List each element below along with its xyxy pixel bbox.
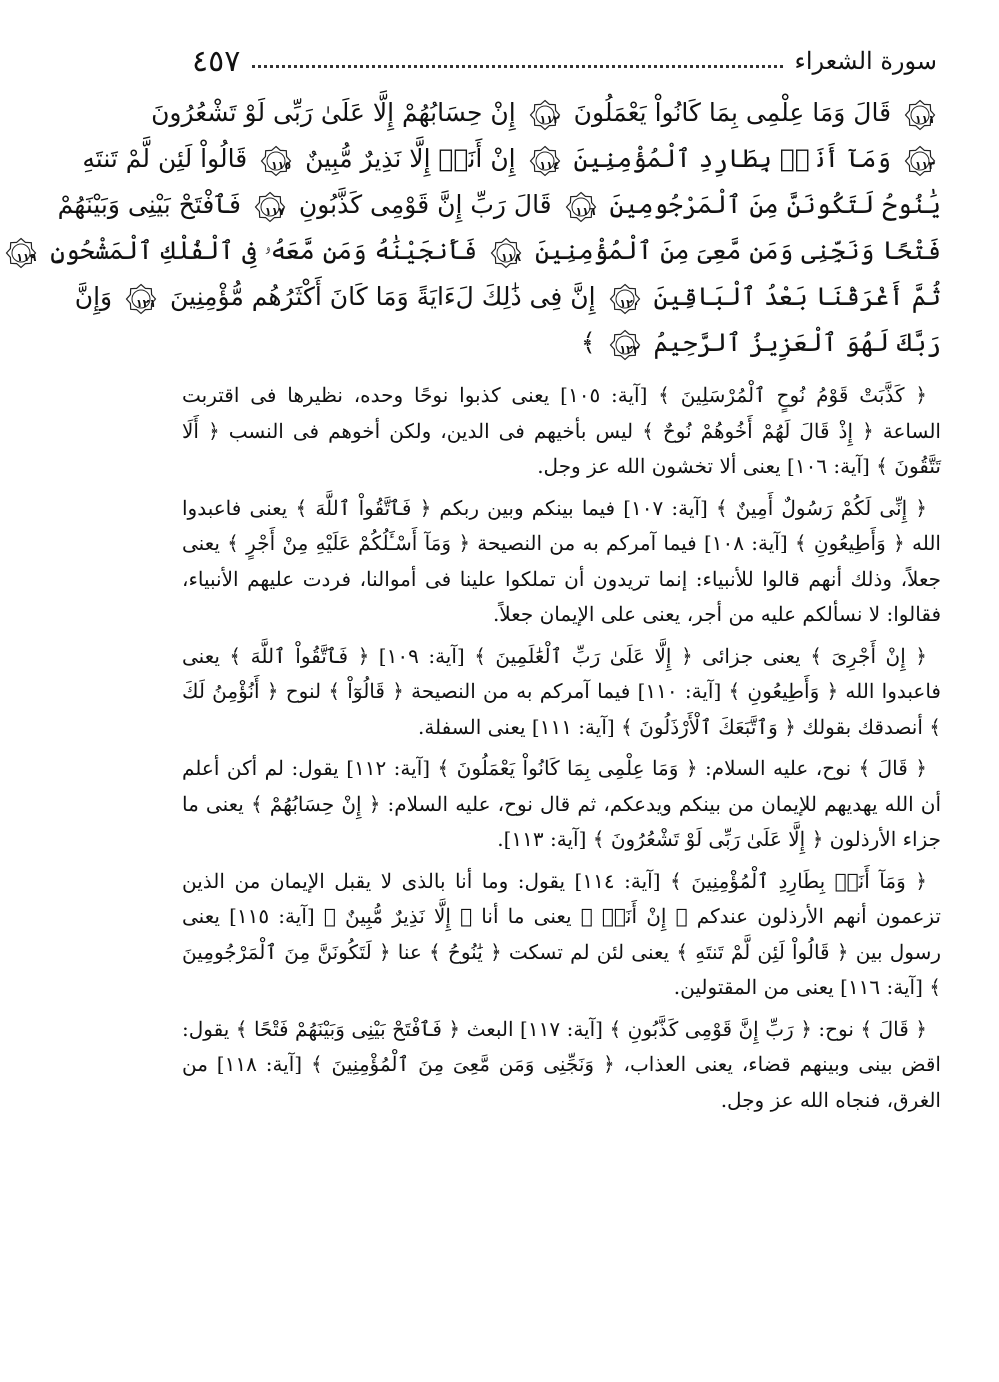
commentary-paragraph: ﴿ إِنْ أَجْرِىَ ﴾ يعنى جزائى ﴿ إِلَّا عَلَىٰ رَبِّ ٱلْعَٰلَمِينَ ﴾ [آية: ١٠٩] ﴿ فَٱتَّقُواْ ٱللَّهَ ﴾ يعنى فاعبدوا الله ﴿ وَأَطِيعُونِ ﴾ [آية: ١١٠] فيما آمركم به من النصيحة ﴿ قَالُوٓاْ ﴾ لنوح ﴿ أَنُؤْمِنُ لَكَ ﴾ أنصدقك بقولك ﴿ وَٱتَّبَعَكَ ٱلْأَرْذَلُونَ ﴾ [آية: ١١١] يعنى السفلة. bbox=[182, 643, 941, 739]
commentary-paragraph: ﴿ كَذَّبَتْ قَوْمُ نُوحٍ ٱلْمُرْسَلِينَ ﴾ [آية: ١٠٥] يعنى كذبوا نوحًا وحده، نظيرها فى اقتربت الساعة ﴿ إِذْ قَالَ لَهُمْ أَخُوهُمْ نُوحٌ ﴾ ليس بأخيهم فى الدين، ولكن أخوهم فى النسب ﴿ أَلَا تَتَّقُونَ ﴾ [آية: ١٠٦] يعنى ألا تخشون الله عز وجل. bbox=[182, 383, 941, 478]
commentary-block bbox=[182, 378, 941, 1124]
verse-number: ١١٨ bbox=[500, 250, 522, 264]
verse-number-marker bbox=[905, 100, 935, 130]
quran-verse-text: فَٱفْتَحْ بَيْنِى وَبَيْنَهُمْ bbox=[57, 190, 249, 219]
page bbox=[16, 0, 999, 1382]
quran-line bbox=[16, 228, 941, 274]
commentary-paragraph: ﴿ وَمَآ أَنَا۠ بِطَارِدِ ٱلْمُؤْمِنِينَ ﴾ [آية: ١١٤] يقول: وما أنا بالذى لا يقبل الإيمان من الذين تزعمون أنهم الأرذلون عندكم ﴿ إِنْ أَنَا۠ ﴾ يعنى ما أنا ﴿ إِلَّا نَذِيرٌ مُّبِينٌ ﴾ [آية: ١١٥] يعنى رسول بين ﴿ قَالُواْ لَئِن لَّمْ تَنتَهِ ﴾ يعنى لئن لم تسكت ﴿ يَٰنُوحُ ﴾ عنا ﴿ لَتَكُونَنَّ مِنَ ٱلْمَرْجُومِينَ ﴾ [آية: ١١٦] يعنى من المقتولين. bbox=[182, 868, 941, 999]
verse-number: ١١٩ bbox=[16, 250, 37, 264]
verse-number-marker bbox=[530, 146, 560, 176]
quran-verse-text: قَالَ وَمَا عِلْمِى بِمَا كَانُواْ يَعْمَلُونَ bbox=[565, 98, 899, 127]
quran-verse-text: إِنْ أَنَا۠ إِلَّا نَذِيرٌ مُّبِينٌ bbox=[297, 144, 524, 173]
quran-verse-text: وَمَآ أَنَا۠ بِطَارِدِ ٱلْمُؤْمِنِينَ bbox=[565, 144, 899, 173]
surah-title: سورة الشعراء bbox=[794, 47, 937, 75]
page-number: ٤٥٧ bbox=[192, 43, 241, 79]
quran-verse-text: فَأَنجَيْنَٰهُ وَمَن مَّعَهُۥ فِى ٱلْفُلْكِ ٱلْمَشْحُونِ bbox=[42, 236, 486, 265]
verse-number-marker bbox=[126, 284, 156, 314]
page-header bbox=[192, 38, 937, 84]
verse-number: ١١٥ bbox=[270, 158, 292, 172]
verse-number: ١١١ bbox=[914, 112, 935, 126]
quran-line bbox=[151, 90, 941, 136]
verse-number: ١٢٠ bbox=[619, 296, 640, 310]
verse-number-marker bbox=[610, 284, 640, 314]
quran-verse-text: يَٰنُوحُ لَتَكُونَنَّ مِنَ ٱلْمَرْجُومِينَ bbox=[601, 190, 941, 219]
verse-number-marker bbox=[530, 100, 560, 130]
quran-text-block bbox=[16, 90, 941, 366]
verse-number: ١١٧ bbox=[264, 204, 285, 218]
verse-number-marker bbox=[6, 238, 36, 268]
verse-number: ١١٦ bbox=[575, 204, 596, 218]
verse-number-marker bbox=[905, 146, 935, 176]
verse-number-marker bbox=[491, 238, 521, 268]
commentary-paragraph: ﴿ قَالَ ﴾ نوح: ﴿ رَبِّ إِنَّ قَوْمِى كَذَّبُونِ ﴾ [آية: ١١٧] البعث ﴿ فَٱفْتَحْ بَيْنِى وَبَيْنَهُمْ فَتْحًا ﴾ يقول: اقض بينى وبينهم قضاء، يعنى العذاب، ﴿ وَنَجِّنِى وَمَن مَّعِىَ مِنَ ٱلْمُؤْمِنِينَ ﴾ [آية: ١١٨] من الغرق، فنجاه الله عز وجل. bbox=[182, 1016, 941, 1112]
quran-verse-text: إِنْ حِسَابُهُمْ إِلَّا عَلَىٰ رَبِّى لَوْ تَشْعُرُونَ bbox=[151, 98, 524, 127]
quran-verse-text: ثُمَّ أَغْرَقْنَا بَعْدُ ٱلْبَاقِينَ bbox=[645, 282, 941, 311]
quran-verse-text: قَالُواْ لَئِن لَّمْ تَنتَهِ bbox=[82, 144, 256, 173]
quran-line bbox=[74, 274, 941, 320]
verse-number: ١١٤ bbox=[539, 158, 560, 172]
verse-number-marker bbox=[255, 192, 285, 222]
quran-verse-text: رَبَّكَ لَهُوَ ٱلْعَزِيزُ ٱلرَّحِيمُ bbox=[645, 328, 941, 357]
verse-number-marker bbox=[566, 192, 596, 222]
quran-verse-text: إِنَّ فِى ذَٰلِكَ لَءَايَةً وَمَا كَانَ أَكْثَرُهُم مُّؤْمِنِينَ bbox=[162, 282, 604, 311]
quran-line bbox=[82, 136, 941, 182]
quran-line bbox=[57, 182, 941, 228]
quran-verse-text: قَالَ رَبِّ إِنَّ قَوْمِى كَذَّبُونِ bbox=[290, 190, 560, 219]
verse-number: ١١٢ bbox=[539, 112, 560, 126]
quran-verse-text: ﴾ bbox=[580, 328, 604, 357]
verse-number-marker bbox=[610, 330, 640, 360]
header-dotted-leader bbox=[252, 65, 782, 68]
commentary-paragraph: ﴿ قَالَ ﴾ نوح، عليه السلام: ﴿ وَمَا عِلْمِى بِمَا كَانُواْ يَعْمَلُونَ ﴾ [آية: ١١٢] يقول: لم أكن أعلم أن الله يهديهم للإيمان من بينكم ويدعكم، ثم قال نوح، عليه السلام: ﴿ إِنْ حِسَابُهُمْ ﴾ يعنى ما جزاء الأرذلون ﴿ إِلَّا عَلَىٰ رَبِّى لَوْ تَشْعُرُونَ ﴾ [آية: ١١٣]. bbox=[182, 756, 942, 851]
verse-number: ١١٣ bbox=[914, 158, 935, 172]
verse-number: ١٢٢ bbox=[619, 342, 640, 356]
quran-verse-text: فَتْحًا وَنَجِّنِى وَمَن مَّعِىَ مِنَ ٱلْمُؤْمِنِينَ bbox=[527, 236, 941, 265]
verse-number: ١٢١ bbox=[135, 296, 157, 310]
verse-number-marker bbox=[261, 146, 291, 176]
quran-line bbox=[192, 320, 941, 366]
quran-verse-text: وَإِنَّ bbox=[74, 282, 121, 311]
commentary-paragraph: ﴿ إِنِّى لَكُمْ رَسُولٌ أَمِينٌ ﴾ [آية: ١٠٧] فيما بينكم وبين ربكم ﴿ فَٱتَّقُواْ ٱللَّهَ ﴾ يعنى فاعبدوا الله ﴿ وَأَطِيعُونِ ﴾ [آية: ١٠٨] فيما آمركم به من النصيحة ﴿ وَمَآ أَسْـَٔلُكُمْ عَلَيْهِ مِنْ أَجْرٍ ﴾ يعنى جعلاً، وذلك أنهم قالوا للأنبياء: إنما تريدون أن تملكوا علينا فى أموالنا، فردت عليهم الأنبياء، فقالوا: لا نسألكم عليه من أجر، يعنى على الإيمان جعلاً. bbox=[182, 495, 941, 626]
